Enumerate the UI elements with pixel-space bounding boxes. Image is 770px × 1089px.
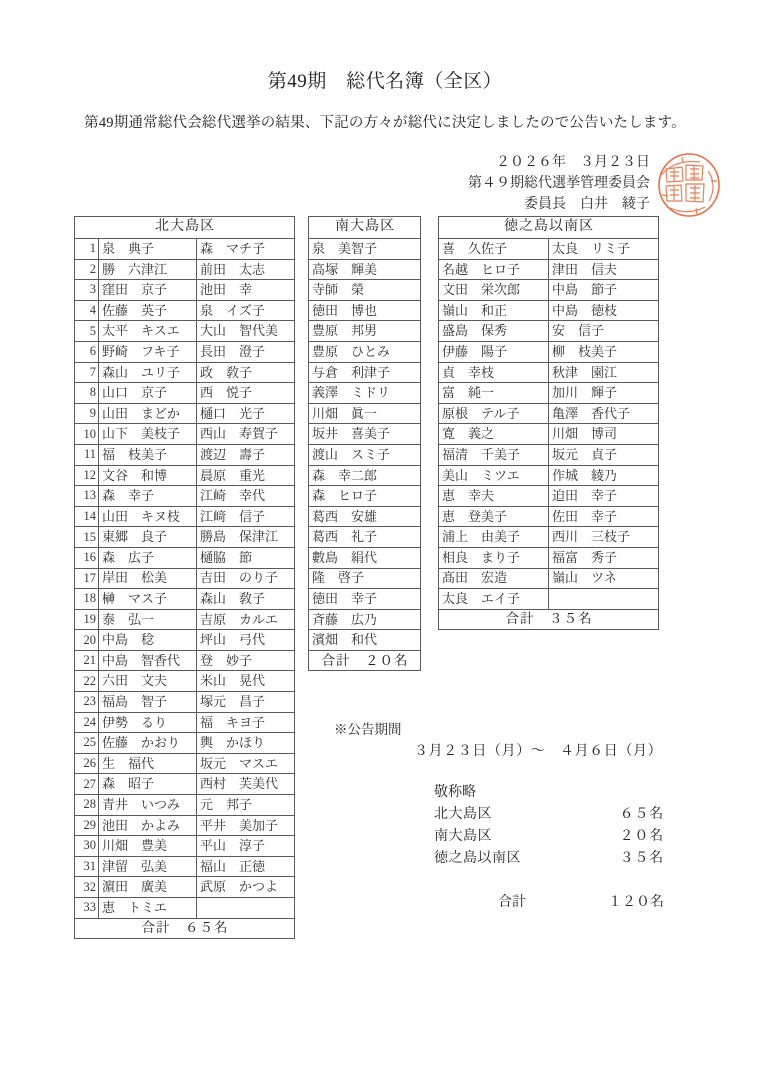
member-name: 平井 美加子 <box>197 815 295 836</box>
member-name: 作城 綾乃 <box>549 465 659 486</box>
summary-block <box>434 782 664 914</box>
member-name: 寺師 榮 <box>309 280 421 301</box>
member-name: 輿 かほり <box>197 733 295 754</box>
member-name: 喜 久佐子 <box>439 239 549 260</box>
roster-table-north <box>74 216 295 939</box>
row-number: 6 <box>75 341 99 362</box>
member-name: 登 妙子 <box>197 650 295 671</box>
table-row <box>75 239 295 260</box>
notice-period-value: ３月２３日（月）〜 ４月６日（月） <box>414 744 663 759</box>
member-name: 泉 美智子 <box>309 239 421 260</box>
table-row <box>439 362 659 383</box>
member-name: 川畑 博司 <box>549 424 659 445</box>
member-name: 福 枝美子 <box>99 444 197 465</box>
member-name: 太平 キスエ <box>99 321 197 342</box>
row-number: 3 <box>75 280 99 301</box>
member-name: 浦上 由美子 <box>439 527 549 548</box>
table-row <box>75 527 295 548</box>
member-name: 嶺山 和正 <box>439 300 549 321</box>
member-name: 吉田 のり子 <box>197 568 295 589</box>
table-row <box>439 444 659 465</box>
table-row <box>75 733 295 754</box>
member-name: 伊藤 陽子 <box>439 341 549 362</box>
table-row <box>75 506 295 527</box>
row-number: 31 <box>75 856 99 877</box>
official-seal-icon <box>656 151 722 219</box>
member-name: 青井 いつみ <box>99 795 197 816</box>
table-row <box>75 877 295 898</box>
table-row <box>309 568 421 589</box>
table-row <box>75 589 295 610</box>
row-number: 1 <box>75 239 99 260</box>
member-name: 中島 智香代 <box>99 650 197 671</box>
row-number: 17 <box>75 568 99 589</box>
table-row <box>75 444 295 465</box>
member-name: 勝島 保津江 <box>197 527 295 548</box>
member-name: 義澤 ミドリ <box>309 383 421 404</box>
table-row <box>75 383 295 404</box>
member-name: 中島 徳枝 <box>549 300 659 321</box>
member-name: 盛島 保秀 <box>439 321 549 342</box>
member-name: 嶺山 ツネ <box>549 568 659 589</box>
member-name: 徳田 博也 <box>309 300 421 321</box>
member-name: 中島 節子 <box>549 280 659 301</box>
table-row <box>439 403 659 424</box>
row-number: 16 <box>75 547 99 568</box>
table-row <box>75 300 295 321</box>
notice-period-label: ※公告期間 <box>334 722 402 737</box>
issue-date: ２０２６年 ３月２３日 <box>496 155 650 170</box>
member-name: 吉原 カルエ <box>197 609 295 630</box>
table-row <box>75 280 295 301</box>
member-name: 名越 ヒロ子 <box>439 259 549 280</box>
member-name: 山田 キヌ枝 <box>99 506 197 527</box>
table-row <box>75 630 295 651</box>
table-row <box>439 506 659 527</box>
page-title: 第49期 総代名簿（全区） <box>267 71 503 92</box>
member-name: 原根 テル子 <box>439 403 549 424</box>
table-row <box>309 383 421 404</box>
member-name: 寛 義之 <box>439 424 549 445</box>
member-name: 濵田 廣美 <box>99 877 197 898</box>
member-name: 勝 六津江 <box>99 259 197 280</box>
table-row <box>75 547 295 568</box>
summary-count-row <box>434 848 664 870</box>
issuer-block <box>300 152 650 215</box>
table-row <box>309 444 421 465</box>
row-number: 33 <box>75 898 99 919</box>
table-row <box>309 362 421 383</box>
member-name: 森 ヒロ子 <box>309 486 421 507</box>
member-name: 塚元 昌子 <box>197 692 295 713</box>
row-number: 5 <box>75 321 99 342</box>
member-name: 葛西 礼子 <box>309 527 421 548</box>
summary-district-label: 南大島区 <box>434 829 492 844</box>
member-name: 恵 幸夫 <box>439 486 549 507</box>
table-row <box>309 341 421 362</box>
member-name: 福清 千美子 <box>439 444 549 465</box>
table-row <box>439 486 659 507</box>
empty-cell <box>549 589 659 610</box>
member-name: 徳田 幸子 <box>309 589 421 610</box>
member-name: 柳 枝美子 <box>549 341 659 362</box>
member-name: 渡山 スミ子 <box>309 444 421 465</box>
member-name: 福山 正徳 <box>197 856 295 877</box>
grand-total-label: 合計 <box>498 895 526 910</box>
row-number: 25 <box>75 733 99 754</box>
table-row <box>309 547 421 568</box>
member-name: 富 純一 <box>439 383 549 404</box>
district-total-south: 合計 ２０名 <box>309 650 421 671</box>
row-number: 23 <box>75 692 99 713</box>
member-name: 池田 幸 <box>197 280 295 301</box>
member-name: 生 福代 <box>99 753 197 774</box>
table-row <box>309 465 421 486</box>
member-name: 相良 まり子 <box>439 547 549 568</box>
member-name: 中島 稔 <box>99 630 197 651</box>
empty-cell <box>197 898 295 919</box>
member-name: 隆 啓子 <box>309 568 421 589</box>
member-name: 福島 智子 <box>99 692 197 713</box>
district-title-tokuno: 徳之島以南区 <box>439 217 659 239</box>
member-name: 太良 リミ子 <box>549 239 659 260</box>
roster-body-south <box>309 239 421 651</box>
table-row <box>75 671 295 692</box>
member-name: 川畑 眞一 <box>309 403 421 424</box>
member-name: 西川 三枝子 <box>549 527 659 548</box>
table-row <box>309 403 421 424</box>
table-row <box>75 856 295 877</box>
member-name: 坂井 喜美子 <box>309 424 421 445</box>
table-row <box>309 589 421 610</box>
member-name: 數島 絹代 <box>309 547 421 568</box>
table-row <box>309 259 421 280</box>
table-row <box>75 692 295 713</box>
member-name: 美山 ミツエ <box>439 465 549 486</box>
table-row <box>75 341 295 362</box>
member-name: 恵 登美子 <box>439 506 549 527</box>
member-name: 安 信子 <box>549 321 659 342</box>
table-header-row <box>75 217 295 239</box>
table-row <box>439 300 659 321</box>
member-name: 米山 晃代 <box>197 671 295 692</box>
summary-district-label: 徳之島以南区 <box>434 851 521 866</box>
member-name: 与倉 利津子 <box>309 362 421 383</box>
table-row <box>439 383 659 404</box>
row-number: 9 <box>75 403 99 424</box>
roster-table-south <box>308 216 421 671</box>
row-number: 7 <box>75 362 99 383</box>
member-name: 濱畑 和代 <box>309 630 421 651</box>
row-number: 30 <box>75 836 99 857</box>
row-number: 2 <box>75 259 99 280</box>
member-name: 泰 弘一 <box>99 609 197 630</box>
member-name: 森山 敎子 <box>197 589 295 610</box>
member-name: 森 幸二郎 <box>309 465 421 486</box>
roster-body-tokuno <box>439 239 659 610</box>
roster-table-tokuno <box>438 216 659 630</box>
member-name: 森 幸子 <box>99 486 197 507</box>
member-name: 泉 典子 <box>99 239 197 260</box>
table-row <box>75 403 295 424</box>
table-row <box>439 589 659 610</box>
member-name: 川畑 豊美 <box>99 836 197 857</box>
row-number: 10 <box>75 424 99 445</box>
roster-body-north <box>75 239 295 919</box>
member-name: 江崎 幸代 <box>197 486 295 507</box>
table-row <box>309 486 421 507</box>
member-name: 窪田 京子 <box>99 280 197 301</box>
grand-total-value: １２０名 <box>608 895 664 910</box>
table-row <box>75 321 295 342</box>
table-total-row <box>75 918 295 939</box>
row-number: 32 <box>75 877 99 898</box>
member-name: 葛西 安雄 <box>309 506 421 527</box>
table-row <box>75 259 295 280</box>
row-number: 11 <box>75 444 99 465</box>
member-name: 東郷 良子 <box>99 527 197 548</box>
member-name: 貞 幸枝 <box>439 362 549 383</box>
table-row <box>309 321 421 342</box>
summary-district-count: ２０名 <box>619 829 664 844</box>
row-number: 4 <box>75 300 99 321</box>
member-name: 伊勢 るり <box>99 712 197 733</box>
table-row <box>75 650 295 671</box>
table-row <box>439 527 659 548</box>
member-name: 武原 かつよ <box>197 877 295 898</box>
member-name: 坂元 マスエ <box>197 753 295 774</box>
member-name: 坂元 貞子 <box>549 444 659 465</box>
table-row <box>309 609 421 630</box>
table-row <box>75 362 295 383</box>
member-name: 樋口 光子 <box>197 403 295 424</box>
table-row <box>309 424 421 445</box>
member-name: 太良 エイ子 <box>439 589 549 610</box>
table-row <box>439 547 659 568</box>
table-row <box>75 424 295 445</box>
member-name: 斉藤 広乃 <box>309 609 421 630</box>
member-name: 加川 輝子 <box>549 383 659 404</box>
summary-count-row <box>434 804 664 826</box>
row-number: 26 <box>75 753 99 774</box>
table-row <box>75 795 295 816</box>
table-row <box>75 568 295 589</box>
member-name: 秋津 園江 <box>549 362 659 383</box>
table-total-row <box>309 650 421 671</box>
member-name: 江﨑 信子 <box>197 506 295 527</box>
table-row <box>75 774 295 795</box>
member-name: 佐田 幸子 <box>549 506 659 527</box>
honorific-note: 敬称略 <box>434 785 476 800</box>
table-row <box>75 898 295 919</box>
table-row <box>309 300 421 321</box>
table-row <box>75 609 295 630</box>
table-row <box>439 280 659 301</box>
summary-district-label: 北大島区 <box>434 807 492 822</box>
row-number: 28 <box>75 795 99 816</box>
row-number: 24 <box>75 712 99 733</box>
table-row <box>439 239 659 260</box>
member-name: 文田 栄次郎 <box>439 280 549 301</box>
member-name: 西山 寿賀子 <box>197 424 295 445</box>
member-name: 大山 智代美 <box>197 321 295 342</box>
district-total-north: 合計 ６５名 <box>75 918 295 939</box>
row-number: 15 <box>75 527 99 548</box>
summary-count-row <box>434 826 664 848</box>
summary-rows <box>434 804 664 870</box>
row-number: 20 <box>75 630 99 651</box>
table-row <box>75 815 295 836</box>
member-name: 佐藤 かおり <box>99 733 197 754</box>
table-row <box>439 321 659 342</box>
table-row <box>75 836 295 857</box>
member-name: 榊 マス子 <box>99 589 197 610</box>
table-row <box>439 259 659 280</box>
member-name: 泉 イズ子 <box>197 300 295 321</box>
member-name: 森 マチ子 <box>197 239 295 260</box>
table-total-row <box>439 609 659 630</box>
member-name: 髙田 宏造 <box>439 568 549 589</box>
district-title-south: 南大島区 <box>309 217 421 239</box>
row-number: 18 <box>75 589 99 610</box>
member-name: 山口 京子 <box>99 383 197 404</box>
member-name: 前田 太志 <box>197 259 295 280</box>
table-row <box>439 424 659 445</box>
table-header-row <box>309 217 421 239</box>
member-name: 亀澤 香代子 <box>549 403 659 424</box>
table-row <box>75 712 295 733</box>
table-row <box>309 239 421 260</box>
member-name: 福富 秀子 <box>549 547 659 568</box>
row-number: 29 <box>75 815 99 836</box>
member-name: 佐藤 英子 <box>99 300 197 321</box>
announcement-text: 第49期通常総代会総代選挙の結果、下記の方々が総代に決定しましたので公告いたします。 <box>84 115 686 131</box>
member-name: 森 昭子 <box>99 774 197 795</box>
table-row <box>309 630 421 651</box>
member-name: 長田 澄子 <box>197 341 295 362</box>
member-name: 豊原 邦男 <box>309 321 421 342</box>
member-name: 坪山 弓代 <box>197 630 295 651</box>
member-name: 文谷 和博 <box>99 465 197 486</box>
member-name: 政 敎子 <box>197 362 295 383</box>
table-row <box>75 753 295 774</box>
table-row <box>439 341 659 362</box>
table-row <box>439 568 659 589</box>
row-number: 22 <box>75 671 99 692</box>
row-number: 13 <box>75 486 99 507</box>
member-name: 元 邦子 <box>197 795 295 816</box>
member-name: 六田 文夫 <box>99 671 197 692</box>
member-name: 山田 まどか <box>99 403 197 424</box>
member-name: 西 悦子 <box>197 383 295 404</box>
member-name: 津留 弘美 <box>99 856 197 877</box>
summary-district-count: ６５名 <box>619 807 664 822</box>
member-name: 樋脇 節 <box>197 547 295 568</box>
row-number: 21 <box>75 650 99 671</box>
table-row <box>439 465 659 486</box>
member-name: 山下 美枝子 <box>99 424 197 445</box>
member-name: 岸田 松美 <box>99 568 197 589</box>
district-title-north: 北大島区 <box>75 217 295 239</box>
member-name: 平山 淳子 <box>197 836 295 857</box>
row-number: 14 <box>75 506 99 527</box>
member-name: 福 キヨ子 <box>197 712 295 733</box>
member-name: 森山 ユリ子 <box>99 362 197 383</box>
member-name: 晨原 重光 <box>197 465 295 486</box>
member-name: 津田 信夫 <box>549 259 659 280</box>
table-row <box>75 465 295 486</box>
member-name: 豊原 ひとみ <box>309 341 421 362</box>
table-header-row <box>439 217 659 239</box>
row-number: 27 <box>75 774 99 795</box>
table-row <box>309 527 421 548</box>
summary-grand-total <box>434 892 664 914</box>
row-number: 12 <box>75 465 99 486</box>
row-number: 8 <box>75 383 99 404</box>
district-total-tokuno: 合計 ３５名 <box>439 609 659 630</box>
table-row <box>75 486 295 507</box>
member-name: 西村 芙美代 <box>197 774 295 795</box>
member-name: 池田 かよみ <box>99 815 197 836</box>
committee-chair: 委員長 白井 綾子 <box>524 197 650 212</box>
member-name: 恵 トミエ <box>99 898 197 919</box>
issuing-committee: 第４９期総代選挙管理委員会 <box>468 176 650 191</box>
table-row <box>309 280 421 301</box>
row-number: 19 <box>75 609 99 630</box>
table-row <box>309 506 421 527</box>
member-name: 渡辺 壽子 <box>197 444 295 465</box>
member-name: 森 広子 <box>99 547 197 568</box>
member-name: 迫田 幸子 <box>549 486 659 507</box>
member-name: 高塚 輝美 <box>309 259 421 280</box>
member-name: 野崎 フキ子 <box>99 341 197 362</box>
summary-district-count: ３５名 <box>619 851 664 866</box>
